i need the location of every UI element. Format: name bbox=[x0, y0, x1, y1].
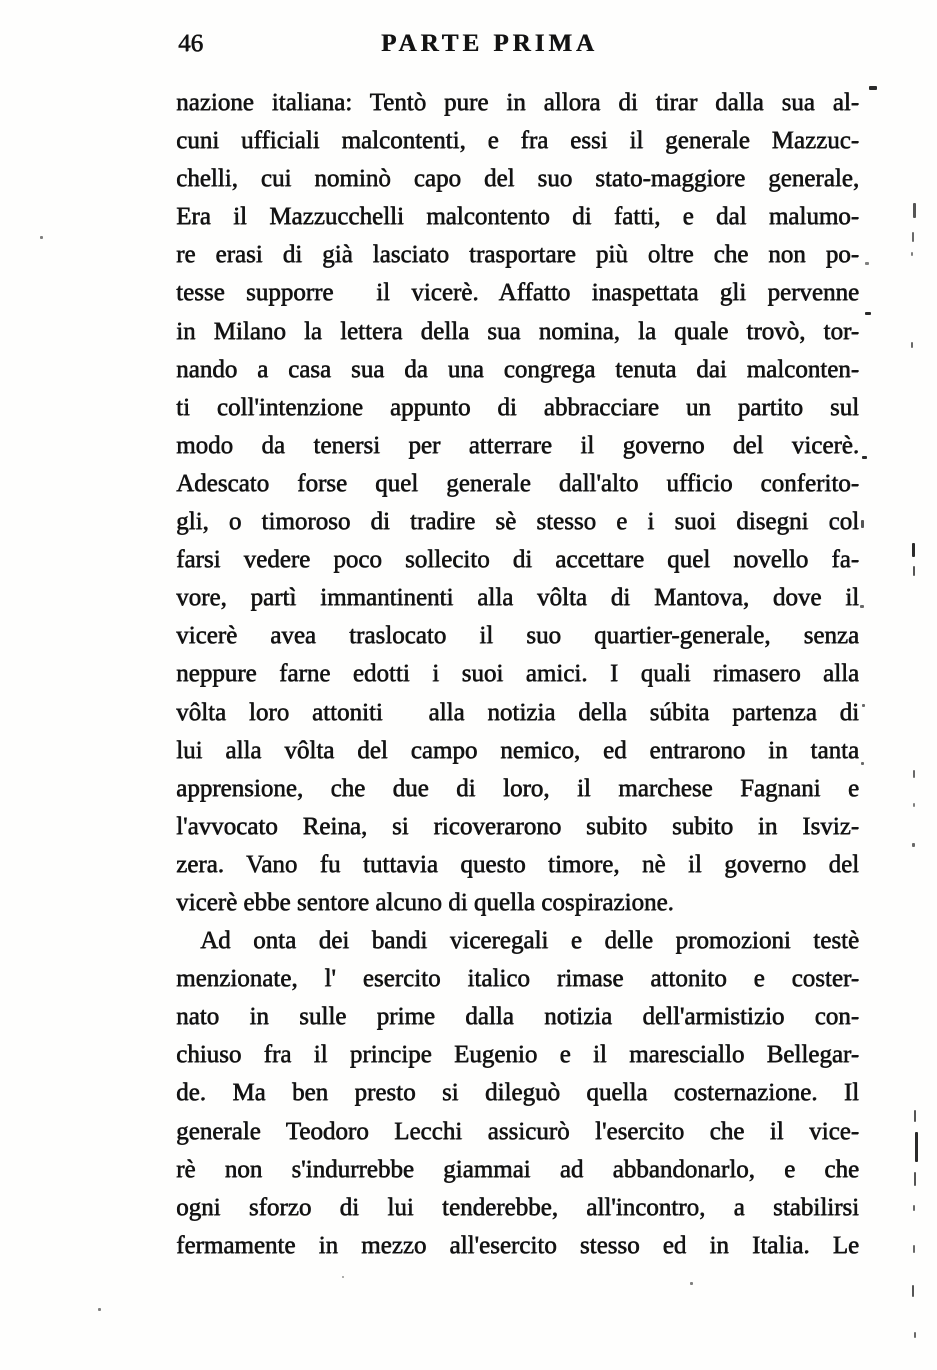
scan-speck bbox=[690, 1282, 693, 1285]
text-line: l'avvocato Reina, si ricoverarono subito subito in Isviz- bbox=[176, 812, 859, 840]
text-line: tesse supporre il vicerè. Affatto inaspettata gli pervenne bbox=[176, 279, 859, 307]
text-line: re erasi di già lasciato trasportare più oltre che non po- bbox=[176, 241, 859, 269]
scan-speck bbox=[914, 1332, 916, 1338]
text-line: farsi vedere poco sollecito di accettare quel novello fa- bbox=[176, 546, 859, 574]
text-line: vicerè ebbe sentore alcuno di quella cospirazione. bbox=[176, 888, 674, 916]
text-line: Era il Mazzucchelli malcontento di fatti, e dal malumo- bbox=[176, 203, 859, 231]
text-line: modo da tenersi per atterrare il governo del vicerè. bbox=[176, 431, 859, 459]
text-line: apprensione, che due di loro, il marchese Fagnani e bbox=[176, 774, 859, 802]
scan-speck bbox=[912, 1285, 914, 1297]
scan-speck bbox=[914, 1172, 916, 1186]
text-line: nato in sulle prime dalla notizia dell'armistizio con- bbox=[176, 1003, 859, 1031]
scan-speck bbox=[869, 86, 877, 90]
text-line: vôlta loro attoniti alla notizia della súbita partenza di bbox=[176, 698, 859, 726]
scan-speck bbox=[913, 803, 915, 807]
scan-speck bbox=[913, 1205, 915, 1211]
text-line: lui alla vôlta del campo nemico, ed entrarono in tanta bbox=[176, 736, 859, 764]
scan-speck bbox=[912, 232, 914, 242]
scan-speck bbox=[912, 543, 915, 557]
scan-speck bbox=[915, 1132, 918, 1162]
text-line: vicerè avea traslocato il suo quartier-generale, senza bbox=[176, 622, 859, 650]
scan-speck bbox=[912, 843, 915, 847]
scan-speck bbox=[913, 203, 916, 218]
scan-speck bbox=[865, 262, 869, 265]
scan-speck bbox=[861, 762, 864, 765]
scan-speck bbox=[862, 704, 865, 707]
scan-speck bbox=[913, 566, 915, 576]
scan-speck bbox=[860, 605, 864, 608]
scan-speck bbox=[865, 312, 871, 315]
text-block bbox=[176, 84, 859, 1265]
text-line: fermamente in mezzo all'esercito stesso ed in Italia. Le bbox=[176, 1231, 859, 1259]
text-line: vore, partì immantinenti alla vôlta di Mantova, dove il bbox=[176, 584, 859, 612]
text-line: cuni ufficiali malcontenti, e fra essi il generale Mazzuc- bbox=[176, 127, 859, 155]
text-line: nando a casa sua da una congrega tenuta dai malconten- bbox=[176, 355, 859, 383]
text-line: rè non s'indurrebbe giammai ad abbandonarlo, e che bbox=[176, 1155, 859, 1183]
text-line: nazione italiana: Tentò pure in allora di tirar dalla sua al- bbox=[176, 89, 859, 116]
scan-speck bbox=[913, 770, 915, 778]
scan-speck bbox=[98, 1308, 101, 1311]
text-line: Adescato forse quel generale dall'alto ufficio conferito- bbox=[176, 469, 859, 497]
text-line: ti coll'intenzione appunto di abbracciare un partito sul bbox=[176, 393, 859, 421]
text-line: menzionate, l' esercito italico rimase attonito e coster- bbox=[176, 965, 859, 993]
text-line: zera. Vano fu tuttavia questo timore, nè il governo del bbox=[176, 850, 859, 878]
text-line: in Milano la lettera della sua nomina, la quale trovò, tor- bbox=[176, 317, 859, 345]
text-line: gli, o timoroso di tradire sè stesso e i suoi disegni col bbox=[176, 508, 859, 536]
running-title: PARTE PRIMA bbox=[381, 30, 598, 57]
text-line: chelli, cui nominò capo del suo stato-maggiore generale, bbox=[176, 165, 859, 193]
text-line: de. Ma ben presto si dileguò quella costernazione. Il bbox=[176, 1079, 859, 1107]
text-line: generale Teodoro Lecchi assicurò l'esercito che il vice- bbox=[176, 1117, 859, 1145]
text-line: ogni sforzo di lui tenderebbe, all'incontro, a stabilirsi bbox=[176, 1193, 859, 1221]
scan-speck bbox=[913, 1245, 915, 1253]
scan-speck bbox=[911, 252, 913, 256]
scan-speck bbox=[911, 342, 913, 348]
page-number: 46 bbox=[178, 30, 203, 57]
text-line: chiuso fra il principe Eugenio e il maresciallo Bellegar- bbox=[176, 1041, 859, 1069]
scan-speck bbox=[861, 520, 864, 528]
text-line: Ad onta dei bandi viceregali e delle promozioni testè bbox=[200, 927, 859, 955]
page-header bbox=[176, 28, 859, 68]
text-line: neppure farne edotti i suoi amici. I quali rimasero alla bbox=[176, 660, 859, 688]
scan-speck bbox=[342, 1276, 344, 1278]
scan-speck bbox=[862, 456, 867, 459]
scan-speck bbox=[40, 236, 43, 239]
scan-speck bbox=[914, 1110, 916, 1122]
